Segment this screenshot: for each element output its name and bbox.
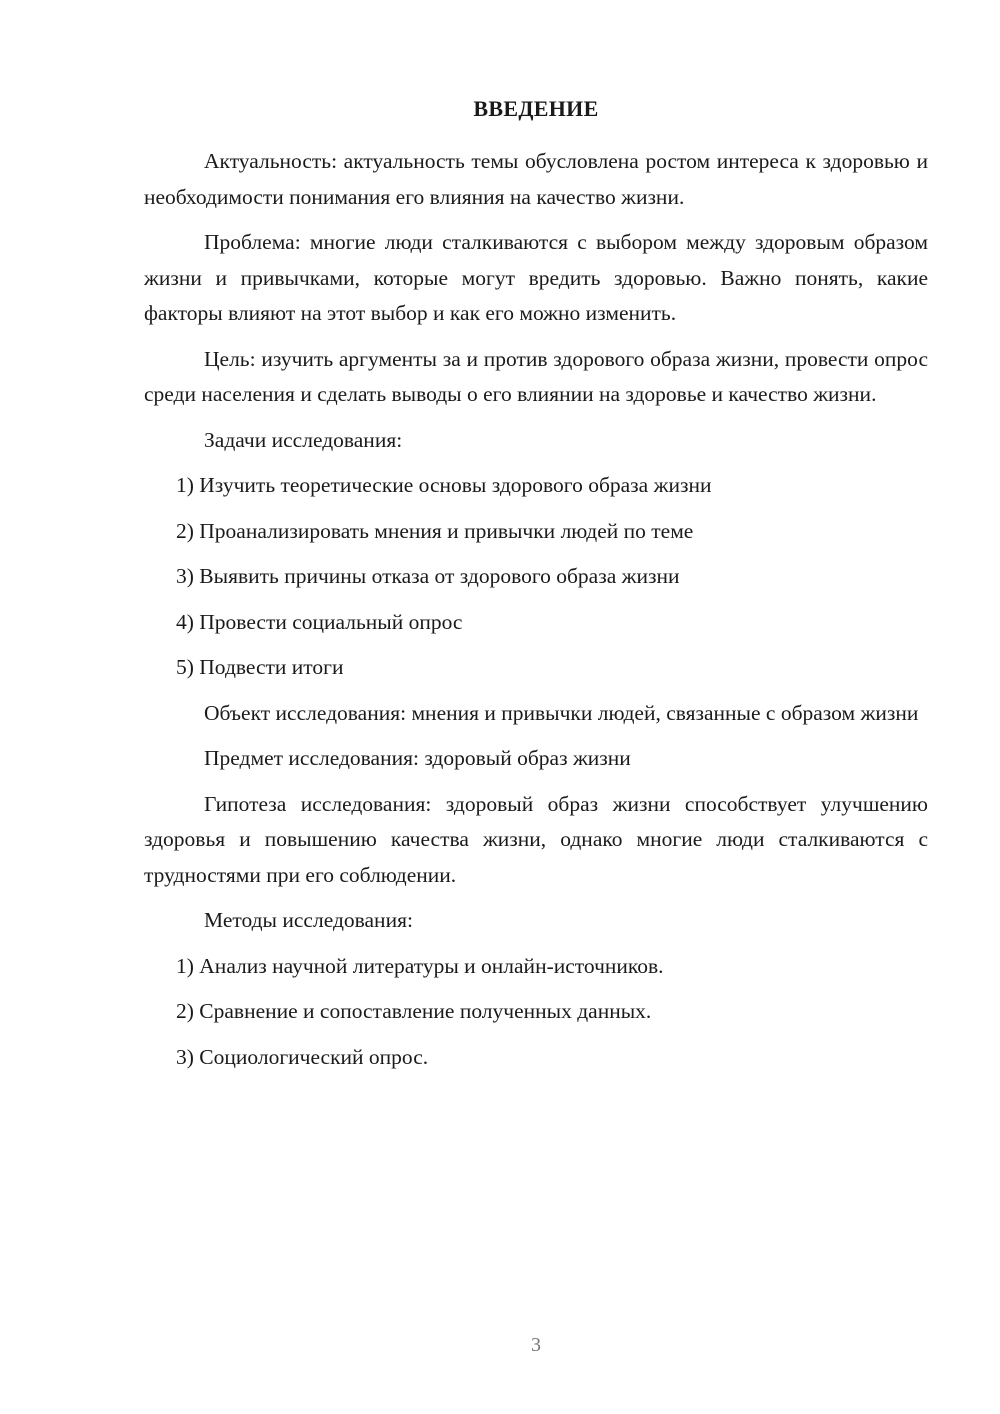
list-item: 2) Проанализировать мнения и привычки людей по теме [176,518,694,543]
page-title: ВВЕДЕНИЕ [473,96,599,121]
list-item: 2) Сравнение и сопоставление полученных данных. [176,999,652,1023]
paragraph-relevance: Актуальность: актуальность темы обусловлена ростом интереса к здоровью и необходимости понимания его влияния на качество жизни. [144,149,928,209]
tasks-list [144,468,928,686]
list-item: 1) Анализ научной литературы и онлайн-источников. [176,953,664,978]
paragraph-hypothesis: Гипотеза исследования: здоровый образ жизни способствует улучшению здоровья и повышению качества жизни, однако многие люди сталкиваются с трудностями при его соблюдении. [144,791,928,887]
list-item: 4) Провести социальный опрос [176,609,463,634]
paragraph-object: Объект исследования: мнения и привычки людей, связанные с образом жизни [204,700,919,725]
methods-list [144,949,928,1076]
tasks-heading: Задачи исследования: [204,427,403,452]
page-number: 3 [531,1334,541,1356]
list-item: 3) Выявить причины отказа от здорового образа жизни [176,564,680,588]
methods-heading: Методы исследования: [204,908,413,932]
paragraph-subject: Предмет исследования: здоровый образ жизни [204,746,631,770]
list-item: 5) Подвести итоги [176,655,344,679]
list-item: 1) Изучить теоретические основы здорового образа жизни [176,473,712,497]
page-body [144,144,928,1085]
paragraph-problem: Проблема: многие люди сталкиваются с выбором между здоровым образом жизни и привычками, которые могут вредить здоровью. Важно понять, какие факторы влияют на этот выбор и как его можно изменить. [144,230,928,325]
paragraph-goal: Цель: изучить аргументы за и против здорового образа жизни, провести опрос среди населения и сделать выводы о его влиянии на здоровье и качество жизни. [144,346,928,406]
list-item: 3) Социологический опрос. [176,1044,429,1069]
